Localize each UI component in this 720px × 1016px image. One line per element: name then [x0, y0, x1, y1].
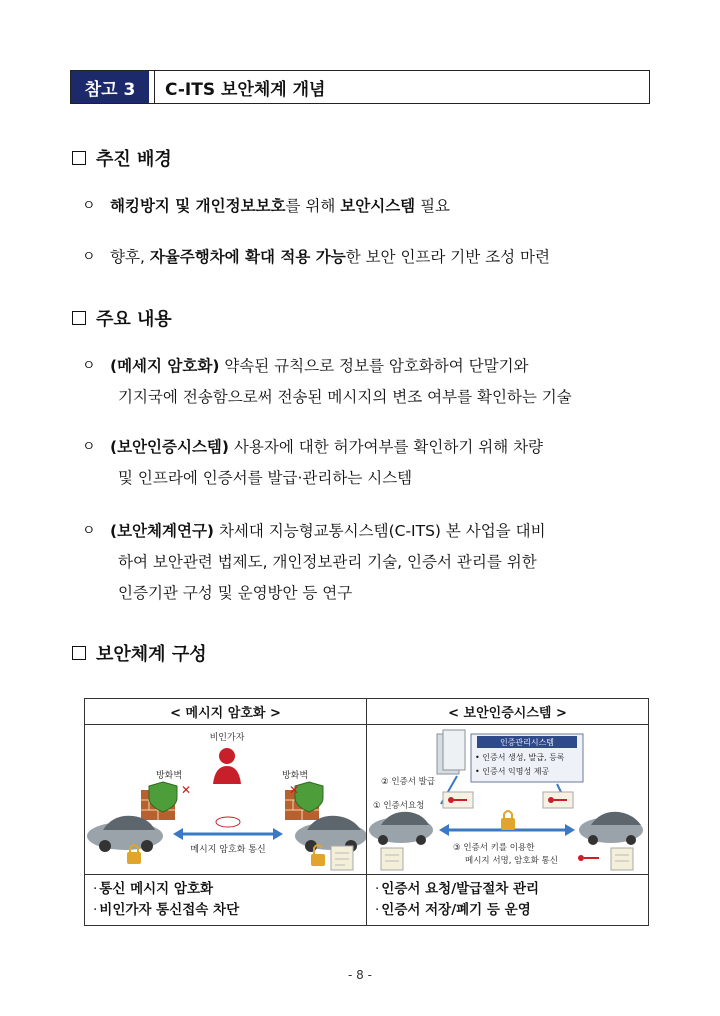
intruder-label: 비인가자: [209, 733, 245, 743]
svg-text:• 인증서 생성, 발급, 등록: • 인증서 생성, 발급, 등록: [475, 753, 565, 762]
circle-bullet-icon: ㅇ: [82, 249, 96, 265]
circle-bullet-icon: ㅇ: [82, 358, 96, 374]
car-left-icon: [87, 816, 163, 852]
firewall-right-label: 방화벽: [281, 771, 309, 781]
svg-text:• 인증서 익명성 제공: • 인증서 익명성 제공: [475, 767, 550, 776]
bullet-background-1: ㅇ 해킹방지 및 개인정보보호를 위해 보안시스템 필요: [82, 191, 652, 222]
server-icon: [437, 730, 465, 774]
step-3-label: ③ 인증서 키를 이용한: [453, 843, 535, 853]
car-right-icon: [579, 812, 643, 845]
bidirectional-arrow-icon: [173, 828, 283, 840]
bullet-content-2: ㅇ (보안인증시스템) 사용자에 대한 허가여부를 확인하기 위해 차량 및 인프라에 인증서를 발급·관리하는 시스템: [82, 432, 652, 494]
list-item: · 통신 메시지 암호화: [93, 879, 358, 900]
section-heading-content: 주요 내용: [72, 305, 172, 331]
step-2-label: ② 인증서 발급: [381, 777, 436, 787]
svg-text:✕: ✕: [181, 783, 192, 797]
bullet-content-3: ㅇ (보안체계연구) 차세대 지능형교통시스템(C-ITS) 본 사업을 대비 하여 보안관련 법제도, 개인정보관리 기술, 인증서 관리를 위한 인증기관 구성 및 운영방안 등 연구: [82, 516, 652, 609]
square-bullet-icon: [72, 311, 86, 325]
step-3-sublabel: 메시지 서명, 암호화 통신: [465, 856, 558, 866]
step-1-label: ① 인증서요청: [373, 801, 425, 811]
bullet-content-1: ㅇ (메세지 암호화) 약속된 규칙으로 정보를 암호화하여 단말기와 기지국에 전송함으로써 전송된 메시지의 변조 여부를 확인하는 기술: [82, 351, 652, 413]
section-heading-background: 추진 배경: [72, 145, 172, 171]
reference-tag: 참고 3: [71, 71, 149, 103]
document-icon: [611, 848, 633, 870]
certification-features: [367, 874, 648, 925]
encryption-illustration: [85, 726, 366, 874]
circle-bullet-icon: ㅇ: [82, 523, 96, 539]
car-left-icon: [369, 812, 433, 845]
certificate-system-box: [471, 734, 583, 782]
document-icon: [331, 846, 353, 870]
circle-bullet-icon: ㅇ: [82, 198, 96, 214]
certification-illustration: [367, 726, 648, 874]
figure-header-certification: < 보안인증시스템 >: [367, 699, 648, 725]
security-structure-figure: [84, 698, 649, 926]
document-icon: [381, 848, 403, 870]
svg-text:✕: ✕: [289, 783, 300, 797]
key-icon: [543, 792, 573, 808]
page-title: C-ITS 보안체계 개념: [154, 71, 649, 103]
encrypted-link-label: 메시지 암호화 통신: [190, 845, 266, 855]
intruder-icon: [213, 748, 241, 784]
page-number: - 8 -: [348, 968, 372, 982]
figure-header-encryption: < 메시지 암호화 >: [85, 699, 366, 725]
circle-bullet-icon: ㅇ: [82, 439, 96, 455]
lock-closed-icon: [501, 811, 515, 830]
bullet-background-2: ㅇ 향후, 자율주행차에 확대 적용 가능한 보안 인프라 기반 조성 마련: [82, 242, 652, 273]
square-bullet-icon: [72, 151, 86, 165]
firewall-left-icon: [141, 782, 177, 820]
encryption-features: [85, 874, 366, 925]
key-icon: [443, 792, 473, 808]
firewall-left-label: 방화벽: [155, 771, 183, 781]
key-icon: [578, 855, 599, 861]
list-item: · 인증서 요청/발급절차 관리: [375, 879, 640, 900]
square-bullet-icon: [72, 646, 86, 660]
list-item: · 인증서 저장/폐기 등 운영: [375, 900, 640, 921]
list-item: · 비인가자 통신접속 차단: [93, 900, 358, 921]
svg-text:인증관리시스템: 인증관리시스템: [499, 738, 555, 747]
reference-title-box: [70, 70, 650, 104]
section-heading-structure: 보안체계 구성: [72, 640, 207, 666]
